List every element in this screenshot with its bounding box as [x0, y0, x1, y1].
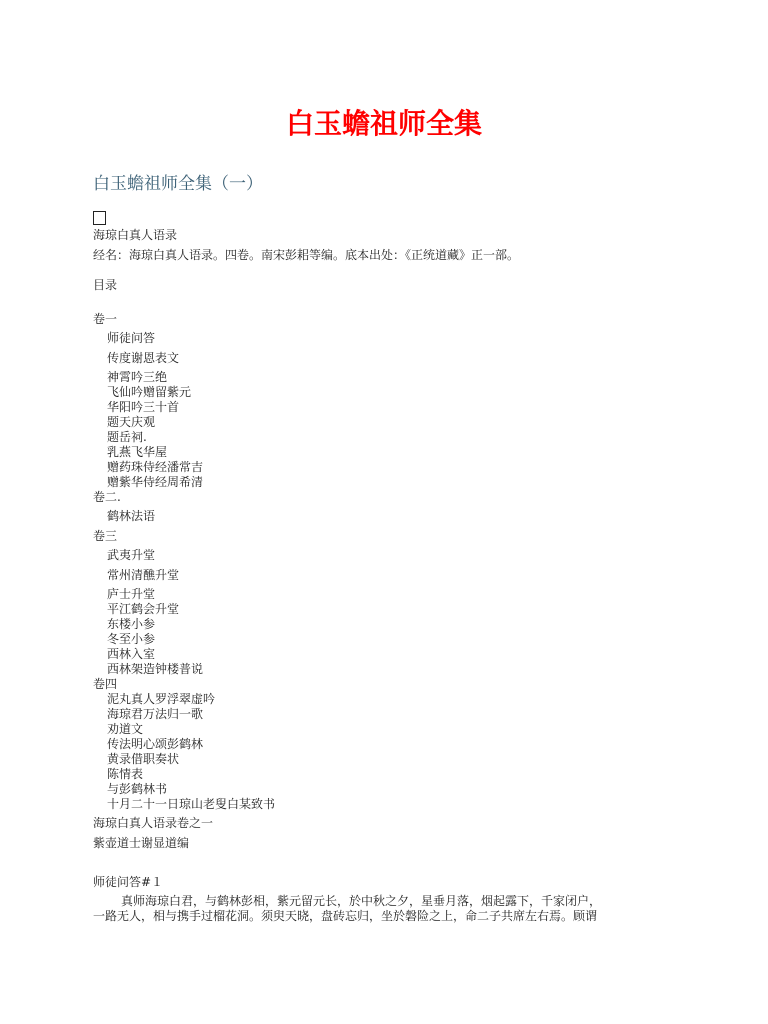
document-subtitle: 白玉蟾祖师全集（一） [93, 174, 263, 194]
toc-item: 赠紫华侍经周希清 [107, 475, 204, 489]
toc-item: 泥丸真人罗浮翠虚吟 [107, 692, 216, 706]
toc-item: 陈情表 [107, 767, 144, 781]
toc-item: 与彭鹤林书 [107, 782, 168, 796]
empty-box-glyph [93, 211, 106, 225]
toc-item: 常州清醮升堂 [107, 568, 180, 582]
toc-item: 西林入室 [107, 647, 156, 661]
document-title: 白玉蟾祖师全集 [285, 107, 482, 140]
doc-heading: 海琼白真人语录 [93, 228, 178, 242]
paragraph-line: 真师海琼白君，与鹤林彭相，紫元留元长，於中秋之夕，星垂月落，烟起露下，千家闭户， [121, 894, 602, 908]
toc-item: 海琼君万法归一歌 [107, 707, 204, 721]
toc-item: 华阳吟三十首 [107, 400, 180, 414]
toc-item: 庐士升堂 [107, 587, 156, 601]
toc-item: 黄录借职奏状 [107, 752, 180, 766]
toc-volume-label: 卷二. [93, 490, 121, 504]
toc-item: 师徒问答 [107, 331, 156, 345]
toc-item: 鹤林法语 [107, 509, 156, 523]
toc-item: 飞仙吟赠留紫元 [107, 385, 192, 399]
section-heading: 海琼白真人语录卷之一 [93, 816, 214, 830]
toc-item: 西林架造钟楼普说 [107, 662, 204, 676]
toc-item: 冬至小参 [107, 632, 156, 646]
doc-meta: 经名：海琼白真人语录。四卷。南宋彭耜等编。底本出处：《正统道藏》正一部。 [93, 248, 520, 262]
toc-volume-label: 卷三 [93, 529, 118, 543]
toc-volume-label: 卷一 [93, 312, 118, 326]
toc-item: 乳燕飞华屋 [107, 445, 168, 459]
toc-item: 题岳祠. [107, 430, 147, 444]
toc-item: 平江鹤会升堂 [107, 602, 180, 616]
toc-item: 题天庆观 [107, 415, 156, 429]
chapter-title: 师徒问答#１ [93, 875, 164, 889]
toc-item: 劝道文 [107, 722, 144, 736]
section-editor: 紫壶道士谢显道编 [93, 836, 190, 850]
toc-item: 传法明心颂彭鹤林 [107, 737, 204, 751]
toc-volume-label: 卷四 [93, 677, 118, 691]
toc-item: 神霄吟三绝 [107, 370, 168, 384]
toc-item: 武夷升堂 [107, 548, 156, 562]
toc-item: 赠药珠侍经潘常吉 [107, 460, 204, 474]
toc-item: 传度谢恩表文 [107, 351, 180, 365]
toc-item: 十月二十一日琼山老叟白某致书 [107, 797, 276, 811]
toc-item: 东楼小参 [107, 617, 156, 631]
toc-label: 目录 [93, 278, 118, 292]
paragraph-line: 一路无人，相与携手过榴花洞。须臾天晓，盘砖忘归，坐於磐险之上，命二子共席左右焉。顾谓 [93, 909, 598, 923]
